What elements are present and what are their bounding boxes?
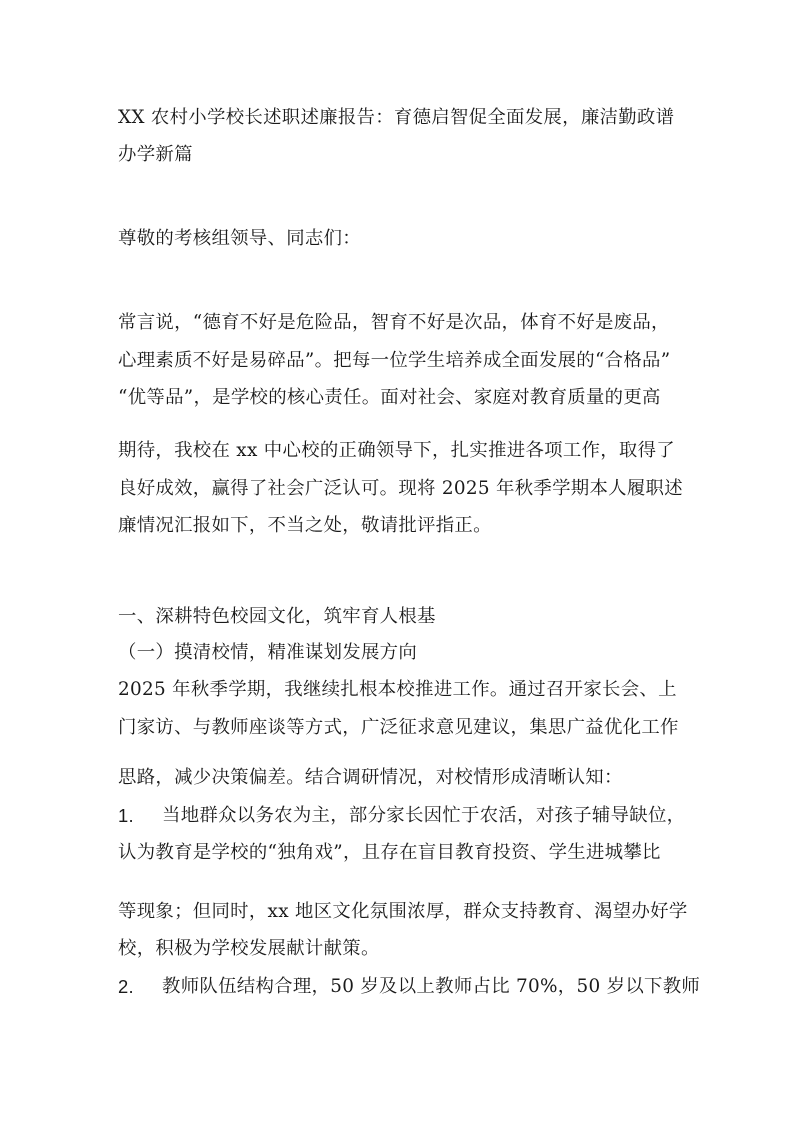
para1-line-3: 思路，减少决策偏差。结合调研情况，对校情形成清晰认知： bbox=[118, 767, 623, 788]
list-item-1-line-1: 当地群众以务农为主，部分家长因忙于农活，对孩子辅导缺位， bbox=[162, 805, 686, 826]
intro-line-4: 期待，我校在 xx 中心校的正确领导下，扎实推进各项工作，取得了 bbox=[118, 440, 675, 461]
section-heading-1: 一、深耕特色校园文化，筑牢育人根基 bbox=[118, 606, 436, 627]
document-title-line-1: XX 农村小学校长述职述廉报告：育德启智促全面发展，廉洁勤政谱 bbox=[118, 107, 675, 128]
intro-line-3: “优等品”，是学校的核心责任。面对社会、家庭对教育质量的更高 bbox=[118, 387, 661, 408]
para1-line-1: 2025 年秋季学期，我继续扎根本校推进工作。通过召开家长会、上 bbox=[118, 679, 677, 700]
intro-line-1: 常言说，“德育不好是危险品，智育不好是次品，体育不好是废品， bbox=[118, 312, 670, 333]
subsection-heading-1: （一）摸清校情，精准谋划发展方向 bbox=[118, 642, 418, 663]
document-title-line-2: 办学新篇 bbox=[118, 144, 193, 165]
list-item-1-line-2: 认为教育是学校的“独角戏”，且存在盲目教育投资、学生进城攀比 bbox=[118, 842, 661, 863]
intro-line-5: 良好成效，赢得了社会广泛认可。现将 2025 年秋季学期本人履职述 bbox=[118, 478, 683, 499]
intro-line-2: 心理素质不好是易碎品”。把每一位学生培养成全面发展的“合格品” bbox=[118, 350, 671, 371]
list-item-2-marker: 2. bbox=[118, 976, 134, 997]
list-item-1-line-4: 校，积极为学校发展献计献策。 bbox=[118, 938, 380, 959]
list-item-1-line-3: 等现象；但同时，xx 地区文化氛围浓厚，群众支持教育、渴望办好学 bbox=[118, 901, 688, 922]
list-item-1-marker: 1. bbox=[118, 805, 134, 826]
para1-line-2: 门家访、与教师座谈等方式，广泛征求意见建议，集思广益优化工作 bbox=[118, 717, 679, 738]
list-item-2-line-1: 教师队伍结构合理，50 岁及以上教师占比 70%，50 岁以下教师 bbox=[162, 976, 701, 997]
salutation: 尊敬的考核组领导、同志们： bbox=[118, 228, 361, 249]
intro-line-6: 廉情况汇报如下，不当之处，敬请批评指正。 bbox=[118, 515, 492, 536]
